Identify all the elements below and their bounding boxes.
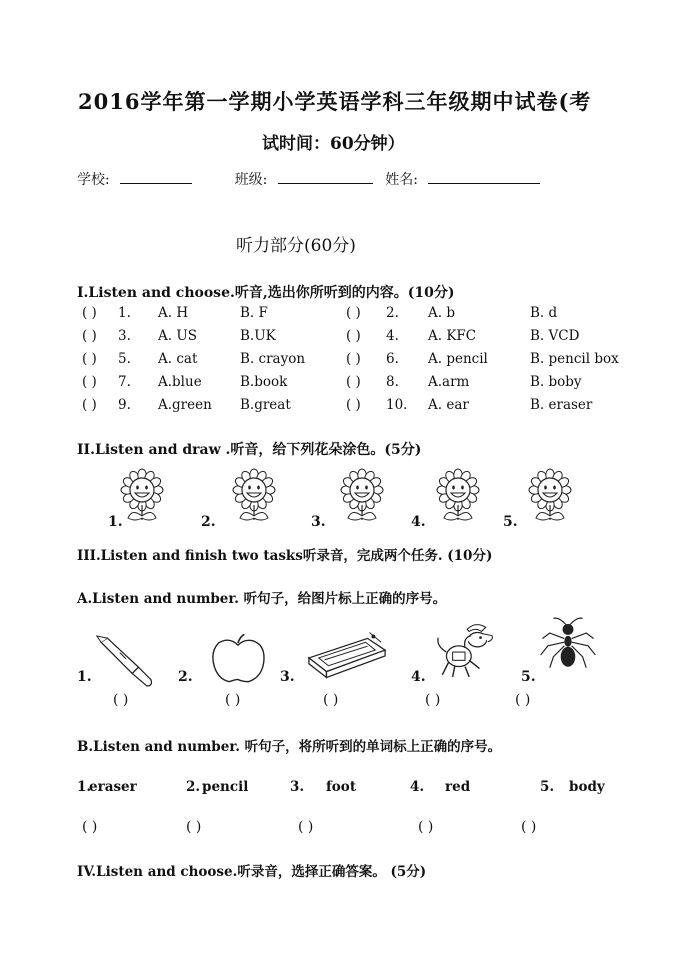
smiling-flower-icon	[525, 468, 575, 530]
option-b: B. d	[530, 305, 558, 321]
section3-heading: III.Listen and finish two tasks听录音，完成两个任务. (10分)	[77, 548, 493, 564]
class-blank[interactable]	[278, 169, 373, 184]
option-b: B. boby	[530, 374, 582, 390]
option-a: A. cat	[158, 351, 198, 367]
option-a: A.blue	[158, 374, 202, 390]
option-b: B. VCD	[530, 328, 580, 344]
question-number: 4.	[386, 328, 399, 344]
picture-number: 4.	[411, 669, 426, 685]
question-number: 3.	[118, 328, 131, 344]
flower-number: 2.	[201, 514, 216, 530]
option-b: B.UK	[240, 328, 276, 344]
word-label: foot	[326, 779, 357, 795]
option-a: A. ear	[428, 397, 469, 413]
dog-icon	[432, 620, 496, 680]
option-a: A.green	[158, 397, 212, 413]
picture-number: 3.	[280, 669, 295, 685]
picture-answer-blank[interactable]: ( )	[113, 692, 129, 708]
ant-icon	[537, 616, 599, 672]
answer-blank[interactable]: ( )	[346, 397, 361, 413]
exam-title-line1: 2016学年第一学期小学英语学科三年级期中试卷(考	[78, 89, 592, 114]
option-a: A. KFC	[428, 328, 477, 344]
flower-number: 1.	[108, 514, 123, 530]
question-number: 7.	[118, 374, 131, 390]
option-a: A. pencil	[428, 351, 488, 367]
option-b: B.book	[240, 374, 288, 390]
question-number: 6.	[386, 351, 399, 367]
name-label: 姓名:	[385, 172, 418, 188]
answer-blank[interactable]: ( )	[346, 305, 361, 321]
word-number: 5.	[540, 779, 555, 795]
section3b-heading: B.Listen and number. 听句子，将所听到的单词标上正确的序号。	[77, 739, 502, 755]
pen-icon	[88, 636, 164, 688]
school-label: 学校:	[77, 172, 110, 188]
option-b: B. eraser	[530, 397, 593, 413]
word-number: 4.	[410, 779, 425, 795]
picture-number: 1.	[77, 669, 92, 685]
answer-blank[interactable]: ( )	[346, 351, 361, 367]
picture-number: 5.	[521, 669, 536, 685]
option-b: B.great	[240, 397, 291, 413]
option-a: A.arm	[428, 374, 470, 390]
answer-blank[interactable]: ( )	[346, 328, 361, 344]
smiling-flower-icon	[117, 468, 167, 530]
section3a-heading: A.Listen and number. 听句子，给图片标上正确的序号。	[77, 591, 447, 607]
option-a: A. H	[158, 305, 189, 321]
question-number: 10.	[386, 397, 408, 413]
answer-blank[interactable]: ( )	[82, 351, 97, 367]
answer-blank[interactable]: ( )	[82, 397, 97, 413]
pencil-box-icon	[305, 628, 389, 682]
option-a: A. US	[158, 328, 197, 344]
section4-heading: IV.Listen and choose.听录音，选择正确答案。 (5分)	[77, 864, 427, 880]
word-label: body	[569, 779, 605, 795]
word-label: pencil	[202, 779, 249, 795]
class-label: 班级:	[234, 172, 268, 188]
option-b: B. pencil box	[530, 351, 619, 367]
exam-title-line2: 试时间：60分钟）	[262, 134, 405, 154]
flower-number: 4.	[411, 514, 426, 530]
option-a: A. b	[428, 305, 455, 321]
word-number: 2.	[186, 779, 201, 795]
picture-number: 2.	[178, 669, 193, 685]
answer-blank[interactable]: ( )	[82, 328, 97, 344]
picture-answer-blank[interactable]: ( )	[515, 692, 531, 708]
answer-blank[interactable]: ( )	[346, 374, 361, 390]
word-answer-blank[interactable]: ( )	[298, 819, 314, 835]
answer-blank[interactable]: ( )	[82, 374, 97, 390]
question-number: 8.	[386, 374, 399, 390]
section1-heading: I.Listen and choose.听音,选出你所听到的内容。(10分)	[77, 285, 455, 301]
smiling-flower-icon	[433, 468, 483, 530]
picture-answer-blank[interactable]: ( )	[225, 692, 241, 708]
word-number: 1.	[77, 779, 92, 795]
question-number: 2.	[386, 305, 399, 321]
option-b: B. F	[240, 305, 268, 321]
student-info-row	[77, 169, 540, 189]
flower-number: 3.	[311, 514, 326, 530]
answer-blank[interactable]: ( )	[82, 305, 97, 321]
listening-section-heading: 听力部分(60分)	[236, 236, 356, 256]
section2-heading: II.Listen and draw .听音，给下列花朵涂色。(5分)	[77, 442, 422, 458]
word-number: 3.	[290, 779, 305, 795]
smiling-flower-icon	[337, 468, 387, 530]
question-number: 9.	[118, 397, 131, 413]
name-blank[interactable]	[428, 169, 540, 184]
word-answer-blank[interactable]: ( )	[186, 819, 202, 835]
picture-answer-blank[interactable]: ( )	[323, 692, 339, 708]
word-answer-blank[interactable]: ( )	[418, 819, 434, 835]
picture-answer-blank[interactable]: ( )	[425, 692, 441, 708]
flower-number: 5.	[503, 514, 518, 530]
question-number: 1.	[118, 305, 131, 321]
option-b: B. crayon	[240, 351, 306, 367]
word-answer-blank[interactable]: ( )	[521, 819, 537, 835]
word-label: red	[445, 779, 471, 795]
question-number: 5.	[118, 351, 131, 367]
school-blank[interactable]	[120, 169, 192, 184]
word-answer-blank[interactable]: ( )	[82, 819, 98, 835]
smiling-flower-icon	[229, 468, 279, 530]
apple-icon	[210, 632, 268, 684]
word-label: eraser	[89, 779, 137, 795]
